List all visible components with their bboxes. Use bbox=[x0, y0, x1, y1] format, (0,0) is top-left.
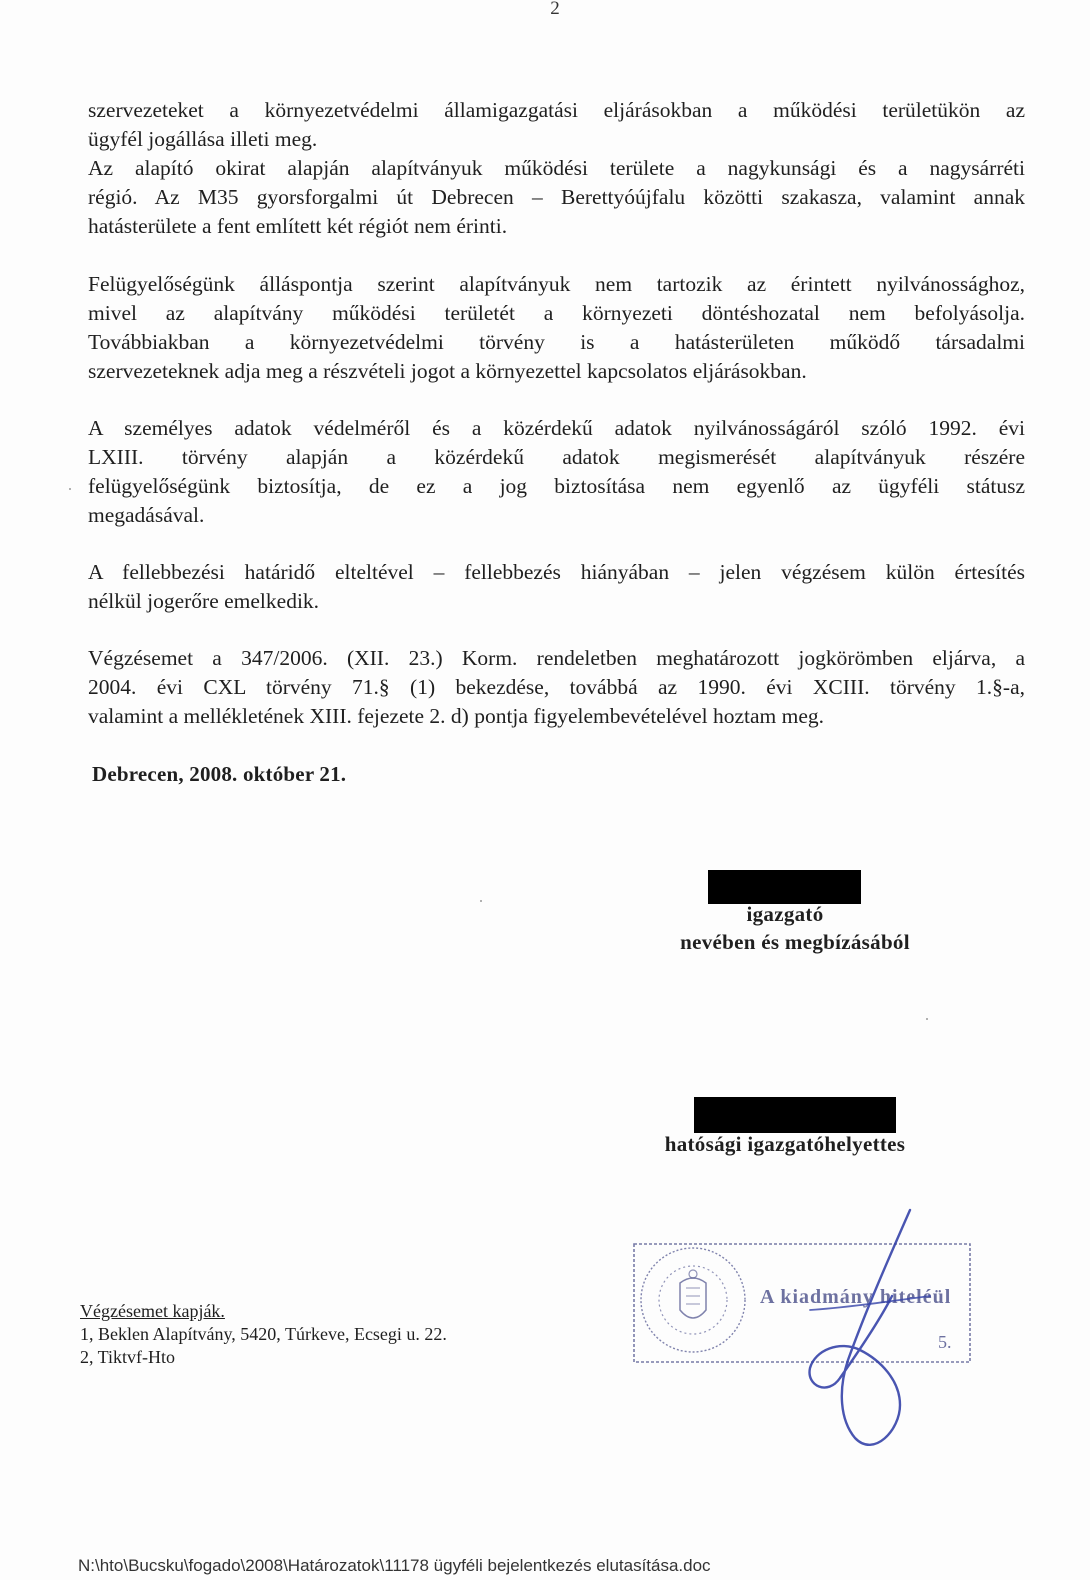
paragraph-line: 2004. évi CXL törvény 71.§ (1) bekezdése, továbbá az 1990. évi XCIII. törvény 1.§-a, bbox=[88, 675, 1025, 699]
recipients-list bbox=[80, 1300, 447, 1369]
scan-speck bbox=[480, 900, 482, 902]
paragraph-line: A fellebbezési határidő elteltével – fellebbezés hiányában – jelen végzésem külön értesítés bbox=[88, 560, 1025, 584]
redacted-name-1 bbox=[708, 870, 861, 904]
paragraph-line: LXIII. törvény alapján a közérdekű adatok megismerését alapítványuk részére bbox=[88, 445, 1025, 469]
signature-title-1: igazgató bbox=[746, 902, 824, 926]
paragraph-line: nélkül jogerőre emelkedik. bbox=[88, 589, 320, 613]
paragraph-line: Végzésemet a 347/2006. (XII. 23.) Korm. rendeletben meghatározott jogkörömben eljárva, a bbox=[88, 646, 1025, 670]
paragraph-line: szervezeteket a környezetvédelmi államigazgatási eljárásokban a működési területükön az bbox=[88, 98, 1025, 122]
paragraph-3 bbox=[88, 270, 1025, 386]
stamp-number: 5. bbox=[938, 1332, 952, 1352]
redacted-name-2 bbox=[694, 1097, 896, 1133]
paragraph-4 bbox=[88, 414, 1025, 530]
paragraph-6 bbox=[88, 644, 1025, 731]
paragraph-line: mivel az alapítvány működési területét a környezeti döntéshozatal nem befolyásolja. bbox=[88, 301, 1025, 325]
paragraph-2 bbox=[88, 154, 1025, 241]
stamp-text: A kiadmány hiteléül bbox=[760, 1286, 952, 1308]
handwritten-signature-icon bbox=[770, 1200, 950, 1460]
paragraph-5 bbox=[88, 558, 1025, 616]
paragraph-line: valamint a mellékletének XIII. fejezete 2. d) pontja figyelembevételével hoztam meg. bbox=[88, 704, 825, 728]
paragraph-line: Az alapító okirat alapján alapítványuk működési területe a nagykunsági és a nagysárréti bbox=[88, 156, 1025, 180]
paragraph-1 bbox=[88, 96, 1025, 154]
signature-title-2: hatósági igazgatóhelyettes bbox=[664, 1132, 906, 1156]
paragraph-line: Továbbiakban a környezetvédelmi törvény is a hatásterületen működő társadalmi bbox=[88, 330, 1025, 354]
paragraph-line: régió. Az M35 gyorsforgalmi út Debrecen – Berettyóújfalu közötti szakasza, valamint annak bbox=[88, 185, 1025, 209]
paragraph-line: ügyfél jogállása illeti meg. bbox=[88, 127, 318, 151]
paragraph-line: megadásával. bbox=[88, 503, 205, 527]
paragraph-line: szervezeteknek adja meg a részvételi jogot a környezettel kapcsolatos eljárásokban. bbox=[88, 359, 807, 383]
paragraph-line: Felügyelőségünk álláspontja szerint alapítványuk nem tartozik az érintett nyilvánossághoz, bbox=[88, 272, 1025, 296]
paragraph-line: felügyelőségünk biztosítja, de ez a jog biztosítása nem egyenlő az ügyféli státusz bbox=[88, 474, 1025, 498]
recipient-item: 2, Tiktvf-Hto bbox=[80, 1347, 176, 1367]
signature-subtitle-1: nevében és megbízásából bbox=[680, 930, 910, 954]
recipient-item: 1, Beklen Alapítvány, 5420, Túrkeve, Ecsegi u. 22. bbox=[80, 1324, 447, 1344]
recipients-heading: Végzésemet kapják. bbox=[80, 1301, 225, 1321]
scan-speck bbox=[69, 488, 71, 490]
scan-speck bbox=[926, 1018, 928, 1020]
footer-file-path: N:\hto\Bucsku\fogado\2008\Határozatok\11178 ügyféli bejelentkezés elutasítása.doc bbox=[78, 1556, 711, 1575]
page-number: 2 bbox=[550, 0, 560, 19]
date-line: Debrecen, 2008. október 21. bbox=[92, 762, 347, 786]
paragraph-line: hatásterülete a fent említett két régiót nem érinti. bbox=[88, 214, 508, 238]
paragraph-line: A személyes adatok védelméről és a közérdekű adatok nyilvánosságáról szóló 1992. évi bbox=[88, 416, 1025, 440]
